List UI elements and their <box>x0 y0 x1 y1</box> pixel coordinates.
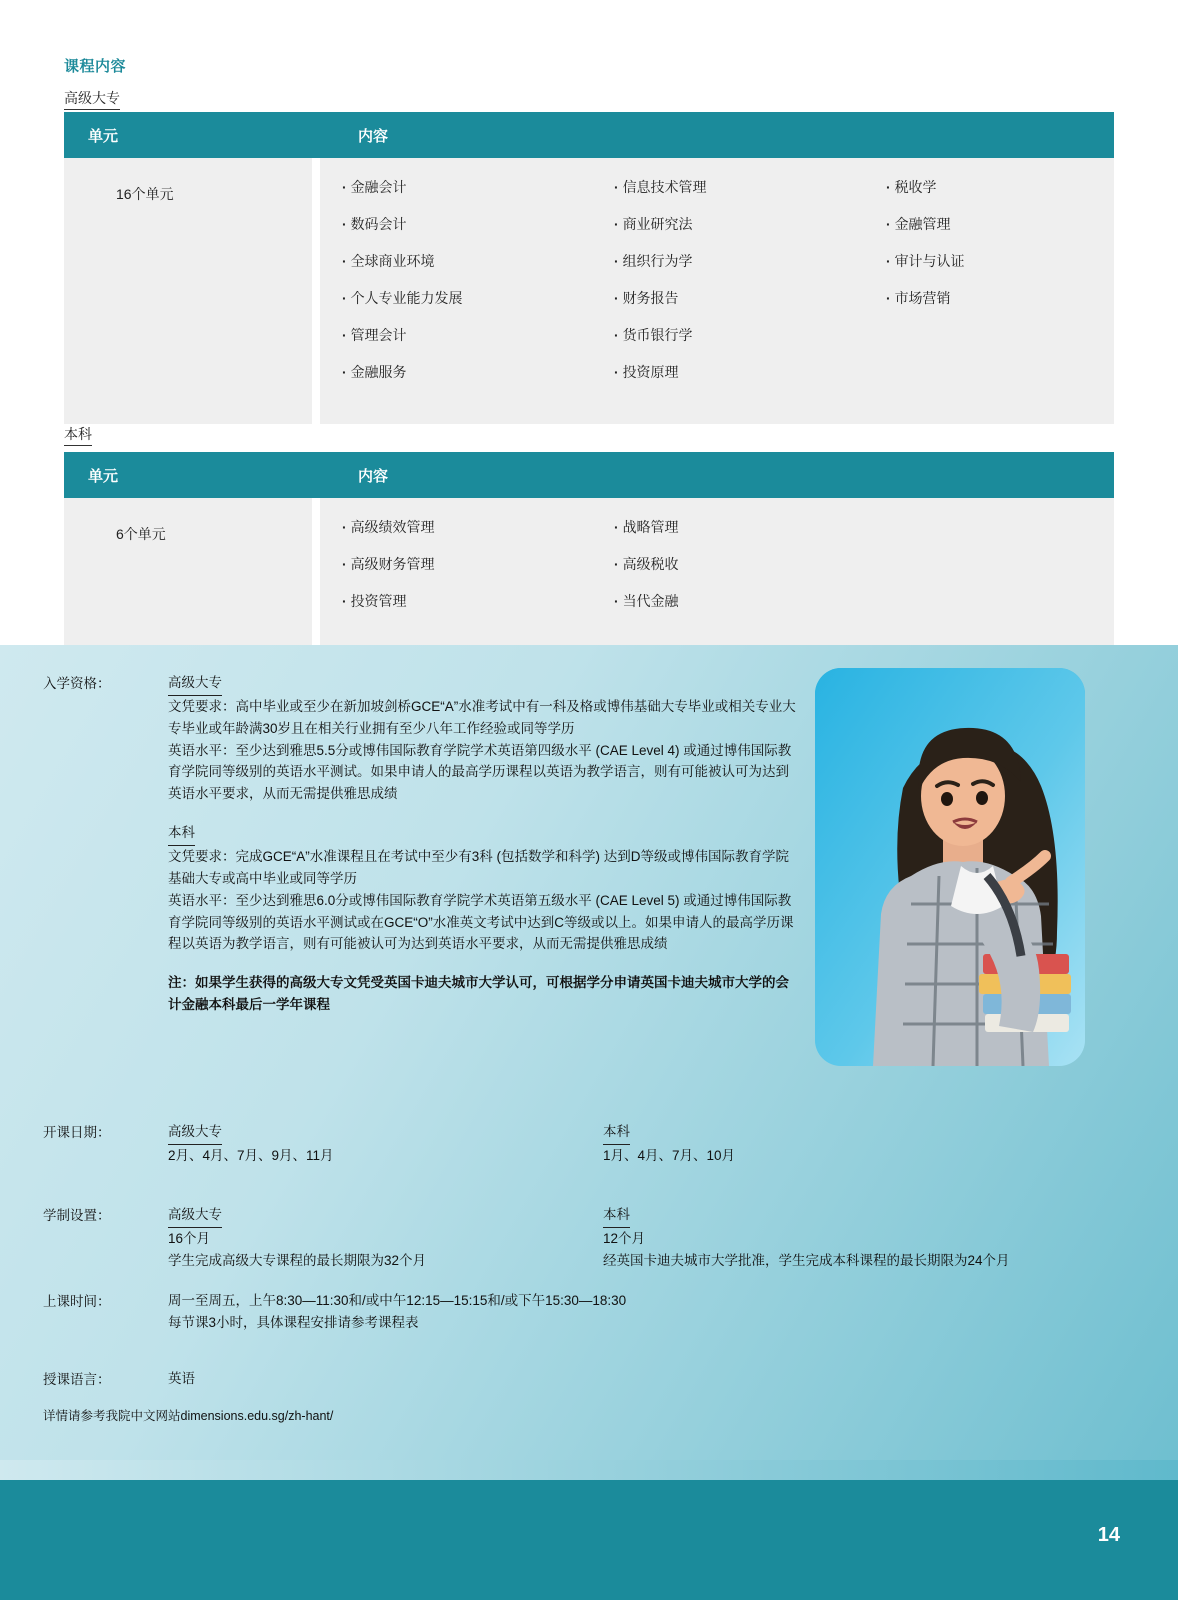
language-value: 英语 <box>168 1371 195 1386</box>
duration-label: 学制设置： <box>43 1208 111 1223</box>
duration-degree-note: 经英国卡迪夫城市大学批准，学生完成本科课程的最长期限为24个月 <box>603 1252 1010 1268</box>
table-body <box>64 158 1114 424</box>
module-column <box>342 180 614 402</box>
list-item: · 全球商业环境 <box>342 254 614 291</box>
intake-diploma-title: 高级大专 <box>168 1121 222 1145</box>
intake-degree-value: 1月、4月、7月、10月 <box>603 1147 736 1163</box>
module-list <box>312 498 1114 653</box>
module-list <box>312 158 1114 424</box>
module-column <box>342 520 614 631</box>
table-body <box>64 498 1114 653</box>
intake-diploma <box>168 1121 548 1167</box>
list-item: · 财务报告 <box>614 291 886 328</box>
list-item: · 当代金融 <box>614 594 886 631</box>
entry-requirements-body <box>168 672 800 1016</box>
entry-degree-cert: 文凭要求：完成GCE“A”水准课程且在考试中至少有3科 (包括数学和科学) 达到D等级或博伟国际教育学院基础大专或高中毕业或同等学历 <box>168 849 789 886</box>
header-content: 内容 <box>358 127 389 145</box>
intake-diploma-value: 2月、4月、7月、9月、11月 <box>168 1147 334 1163</box>
student-photo <box>815 668 1085 1066</box>
entry-diploma-english: 英语水平：至少达到雅思5.5分或博伟国际教育学院学术英语第四级水平 (CAE Level 4) 或通过博伟国际教育学院同等级别的英语水平测试。如果申请人的最高学历课程以英语为教学语言，则有可能被认可为达到英语水平要求，从而无需提供雅思成绩 <box>168 742 792 802</box>
intake-degree-title: 本科 <box>603 1121 630 1145</box>
diploma-subtitle: 高级大专 <box>64 88 120 110</box>
list-item: · 金融管理 <box>886 217 965 254</box>
list-item: · 金融服务 <box>342 365 614 402</box>
duration-degree-value: 12个月 <box>603 1230 646 1246</box>
entry-diploma-title: 高级大专 <box>168 672 222 696</box>
header-content: 内容 <box>358 467 389 485</box>
website-footnote: 详情请参考我院中文网站dimensions.edu.sg/zh-hant/ <box>43 1409 334 1423</box>
entry-degree-title: 本科 <box>168 822 195 846</box>
unit-count: 6个单元 <box>64 498 312 653</box>
list-item: · 战略管理 <box>614 520 886 557</box>
entry-degree-english: 英语水平：至少达到雅思6.0分或博伟国际教育学院学术英语第五级水平 (CAE Level 5) 或通过博伟国际教育学院同等级别的英语水平测试或在GCE“O”水准英文考试中达到C等级或以上。如果申请人的最高学历课程以英语为教学语言，则有可能被认可为达到英语水平要求，从而无需提供雅思成绩 <box>168 892 794 952</box>
list-item: · 金融会计 <box>342 180 614 217</box>
entry-diploma-cert: 文凭要求：高中毕业或至少在新加坡剑桥GCE“A”水准考试中有一科及格或博伟基础大专毕业或相关专业大专毕业或年龄满30岁且在相关行业拥有至少八年工作经验或同等学历 <box>168 698 796 736</box>
teal-divider <box>0 1460 1178 1480</box>
module-column <box>614 180 886 402</box>
list-item: · 投资原理 <box>614 365 886 402</box>
degree-table <box>64 452 1114 653</box>
entry-requirements-label: 入学资格： <box>43 676 111 691</box>
duration-diploma-title: 高级大专 <box>168 1204 222 1228</box>
page-number: 14 <box>1097 1524 1120 1546</box>
schedule-body <box>168 1290 888 1334</box>
schedule-line-2: 每节课3小时，具体课程安排请参考课程表 <box>168 1314 419 1330</box>
intake-label: 开课日期： <box>43 1125 111 1140</box>
unit-count: 16个单元 <box>64 158 312 424</box>
list-item: · 货币银行学 <box>614 328 886 365</box>
list-item: · 高级绩效管理 <box>342 520 614 557</box>
header-unit: 单元 <box>88 467 119 485</box>
duration-diploma <box>168 1204 588 1272</box>
footer-bar <box>0 1480 1178 1600</box>
list-item: · 信息技术管理 <box>614 180 886 217</box>
header-unit: 单元 <box>88 127 119 145</box>
table-header-row <box>64 112 1114 158</box>
table-header-row <box>64 452 1114 498</box>
list-item: · 商业研究法 <box>614 217 886 254</box>
module-column <box>614 520 886 631</box>
page-title: 课程内容 <box>64 58 127 75</box>
list-item: · 个人专业能力发展 <box>342 291 614 328</box>
module-column <box>886 180 965 402</box>
language-label: 授课语言： <box>43 1372 111 1387</box>
diploma-table <box>64 112 1114 424</box>
intake-degree <box>603 1121 1023 1167</box>
duration-degree <box>603 1204 1073 1272</box>
entry-note: 注：如果学生获得的高级大专文凭受英国卡迪夫城市大学认可，可根据学分申请英国卡迪夫城市大学的会计金融本科最后一学年课程 <box>168 975 789 1013</box>
list-item: · 高级财务管理 <box>342 557 614 594</box>
list-item: · 组织行为学 <box>614 254 886 291</box>
duration-degree-title: 本科 <box>603 1204 630 1228</box>
list-item: · 审计与认证 <box>886 254 965 291</box>
duration-diploma-note: 学生完成高级大专课程的最长期限为32个月 <box>168 1252 427 1268</box>
list-item: · 税收学 <box>886 180 965 217</box>
list-item: · 市场营销 <box>886 291 965 328</box>
schedule-line-1: 周一至周五，上午8:30—11:30和/或中午12:15—15:15和/或下午15:30—18:30 <box>168 1293 627 1308</box>
list-item: · 投资管理 <box>342 594 614 631</box>
list-item: · 高级税收 <box>614 557 886 594</box>
degree-subtitle: 本科 <box>64 424 92 446</box>
list-item: · 数码会计 <box>342 217 614 254</box>
schedule-label: 上课时间： <box>43 1294 111 1309</box>
list-item: · 管理会计 <box>342 328 614 365</box>
duration-diploma-value: 16个月 <box>168 1230 211 1246</box>
